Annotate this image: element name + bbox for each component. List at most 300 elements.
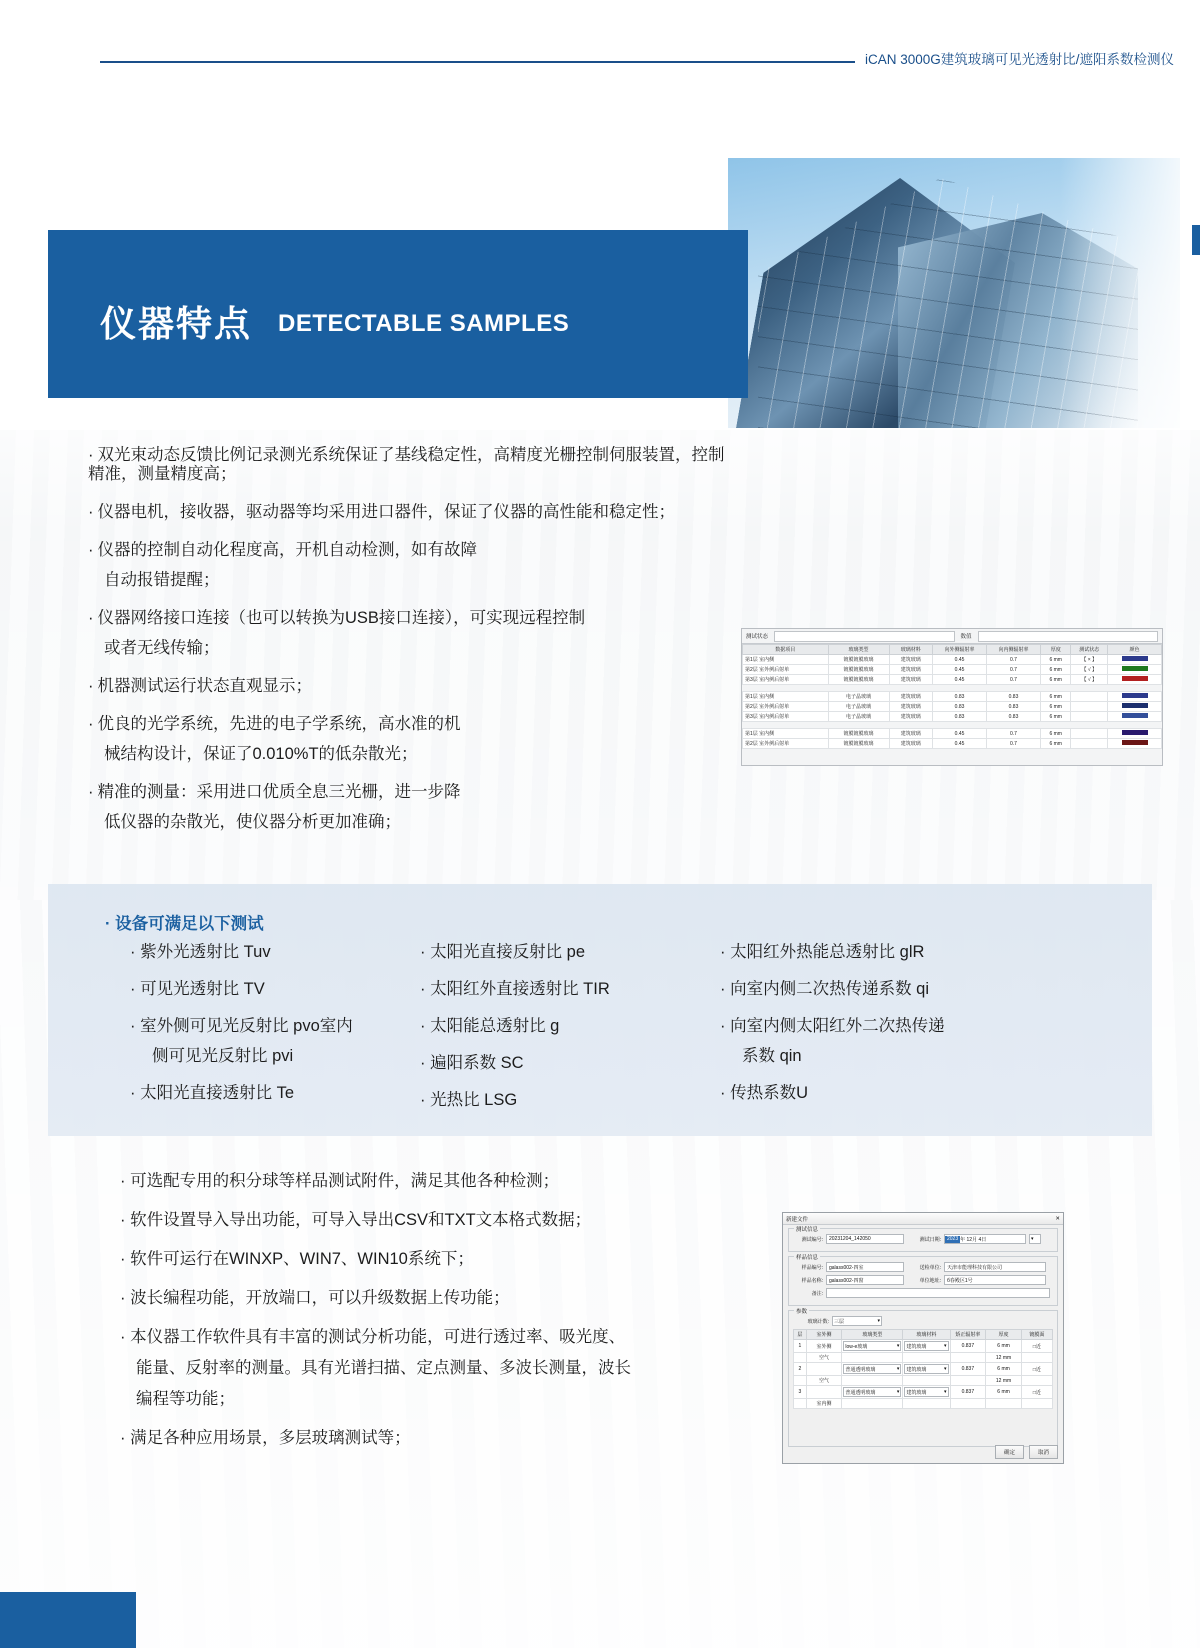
sample-no-row <box>793 1262 1053 1272</box>
table-row[interactable] <box>743 675 1162 685</box>
test-item-label: 紫外光透射比 Tuv <box>140 943 271 961</box>
color-swatch <box>1122 713 1148 718</box>
thickness-unit: mm <box>1001 1389 1010 1395</box>
new-file-dialog-screenshot <box>782 1212 1064 1464</box>
color-swatch <box>1122 703 1148 708</box>
material-select[interactable] <box>904 1364 948 1374</box>
cell-item: 第2层 室外例后射单 <box>743 702 829 712</box>
cell-status <box>1071 712 1108 722</box>
table-row[interactable] <box>743 665 1162 675</box>
col-header-position: 室外侧 <box>806 1330 842 1340</box>
cell-coating <box>1021 1399 1052 1409</box>
cell-type[interactable] <box>842 1386 903 1399</box>
result-field[interactable] <box>978 631 1158 642</box>
test-item: · 向室内侧太阳红外二次热传递 系数 qin <box>720 1016 1040 1066</box>
cell-position: 空气 <box>806 1376 842 1386</box>
test-item: · 太阳红外直接透射比 TIR <box>420 980 610 998</box>
cell-emis-out: 0.83 <box>933 702 987 712</box>
sample-no-label: 样品编号: <box>801 1264 823 1271</box>
cell-emis-out: 0.83 <box>933 712 987 722</box>
chevron-down-icon[interactable]: ▾ <box>896 1343 900 1349</box>
feature-text-cont: 自动报错提醒； <box>104 571 220 589</box>
cell-item: 第1层 室内侧 <box>743 729 829 739</box>
layer-count-select[interactable] <box>832 1316 882 1326</box>
tests-column-2 <box>420 942 720 1127</box>
close-icon[interactable]: ✕ <box>1055 1215 1060 1222</box>
page-header-title: iCAN 3000G建筑玻璃可见光透射比/遮阳系数检测仪 <box>855 48 1180 68</box>
col-header: 向内侧辐射率 <box>987 645 1041 655</box>
params-group <box>788 1310 1058 1447</box>
cell-thickness: 6 mm <box>1040 665 1070 675</box>
material-value: 建筑玻璃 <box>906 1389 927 1396</box>
cell-thickness[interactable] <box>986 1363 1022 1376</box>
software-feature-list <box>120 1172 780 1468</box>
chevron-down-icon[interactable]: ▾ <box>896 1389 900 1395</box>
col-header: 数据项目 <box>743 645 829 655</box>
cell-position <box>806 1363 842 1376</box>
test-date-label: 测试日期: <box>919 1236 941 1243</box>
test-item-label: 可见光透射比 TV <box>140 980 265 998</box>
cell-emis-in: 0.7 <box>987 739 1041 749</box>
cell-emis-out: 0.45 <box>933 729 987 739</box>
chevron-down-icon[interactable]: ▾ <box>944 1366 947 1372</box>
section-title-en: DETECTABLE SAMPLES <box>278 310 570 337</box>
cell-material: 建筑玻璃 <box>889 665 933 675</box>
cell-thickness[interactable] <box>986 1340 1022 1353</box>
params-legend: 参数 <box>796 1309 808 1315</box>
layer-row[interactable] <box>794 1363 1053 1376</box>
cell-status: 【 × 】 <box>1071 655 1108 665</box>
cell-material: 建筑玻璃 <box>889 675 933 685</box>
tests-columns <box>130 942 1140 1127</box>
thickness-unit: mm <box>1001 1366 1010 1372</box>
bullet-icon: · <box>88 541 94 559</box>
layers-table <box>793 1329 1053 1409</box>
cell-emis-in: 0.83 <box>987 712 1041 722</box>
cell-thickness[interactable] <box>986 1353 1022 1363</box>
dialog-buttons <box>995 1445 1058 1459</box>
bullet-icon: · <box>88 609 94 627</box>
test-no-input[interactable]: 20231204_142050 <box>826 1234 904 1244</box>
cell-thickness: 6 mm <box>1040 739 1070 749</box>
cell-type <box>842 1376 903 1386</box>
cell-emis-out: 0.45 <box>933 665 987 675</box>
cell-position <box>806 1386 842 1399</box>
table-row[interactable] <box>743 692 1162 702</box>
layer-row[interactable] <box>794 1353 1053 1363</box>
cell-type <box>842 1399 903 1409</box>
chevron-down-icon[interactable]: ▾ <box>877 1318 880 1324</box>
sample-info-group <box>788 1256 1058 1306</box>
material-value: 建筑玻璃 <box>906 1343 927 1350</box>
sample-no-input[interactable]: galass002-四室 <box>826 1262 904 1272</box>
cell-status: 【 √ 】 <box>1071 665 1108 675</box>
cell-type: 电子晶玻璃 <box>828 692 889 702</box>
cell-thickness: 6 mm <box>1040 712 1070 722</box>
feature-text-cont: 低仪器的杂散光，使仪器分析更加准确； <box>104 813 401 831</box>
software-feature-text: 软件设置导入导出功能，可导入导出CSV和TXT文本格式数据； <box>130 1211 592 1229</box>
cell-layer <box>794 1353 807 1363</box>
thickness-unit: mm <box>1001 1343 1010 1349</box>
feature-item <box>88 783 728 832</box>
cell-emissivity <box>950 1376 986 1386</box>
sample-info-legend: 样品信息 <box>796 1255 819 1261</box>
sample-name-row <box>793 1275 1053 1285</box>
cell-material <box>903 1376 950 1386</box>
table-row[interactable] <box>743 712 1162 722</box>
bullet-icon: · <box>88 503 94 521</box>
col-header: 向外侧辐射率 <box>933 645 987 655</box>
cell-type: 镀膜镀膜玻璃 <box>828 675 889 685</box>
feature-text: 仪器电机，接收器，驱动器等均采用进口器件，保证了仪器的高性能和稳定性； <box>97 503 675 521</box>
unit-addr-label: 单位地址: <box>919 1277 941 1284</box>
test-date-rest: 年 12月 4日 <box>960 1236 987 1243</box>
feature-text: 优良的光学系统，先进的电子学系统，高水准的机 <box>97 715 461 733</box>
feature-text-cont: 或者无线传输； <box>104 639 220 657</box>
layer-count-value: 三层 <box>834 1318 845 1325</box>
col-header: 颜色 <box>1108 645 1162 655</box>
type-value: low-e玻璃 <box>845 1343 868 1350</box>
right-accent-bar <box>1192 225 1200 255</box>
cell-material[interactable] <box>903 1363 950 1376</box>
cell-type <box>842 1353 903 1363</box>
cell-item: 第3层 室内例后射单 <box>743 712 829 722</box>
cell-status <box>1071 702 1108 712</box>
dialog-title: 新建文件 <box>786 1216 809 1223</box>
layer-row[interactable] <box>794 1386 1053 1399</box>
tests-column-1 <box>130 942 420 1127</box>
table-row[interactable] <box>743 702 1162 712</box>
feature-list <box>88 446 728 851</box>
type-select[interactable] <box>843 1364 901 1374</box>
cell-status: 【 √ 】 <box>1071 675 1108 685</box>
material-value: 建筑玻璃 <box>906 1366 927 1373</box>
cell-emis-in: 0.7 <box>987 655 1041 665</box>
cell-type: 镀膜镀膜玻璃 <box>828 729 889 739</box>
note-row <box>793 1288 1053 1298</box>
test-item: · 遍阳系数 SC <box>420 1054 524 1072</box>
software-feature-item: · 软件设置导入导出功能，可导入导出CSV和TXT文本格式数据； <box>120 1211 592 1229</box>
test-item-label: 太阳光直接透射比 Te <box>140 1084 295 1102</box>
color-swatch <box>1122 730 1148 735</box>
layer-count-row <box>793 1316 1053 1326</box>
test-item-label: 遍阳系数 SC <box>430 1054 524 1072</box>
cell-emis-in: 0.83 <box>987 692 1041 702</box>
cell-type[interactable] <box>842 1363 903 1376</box>
cell-type: 镀膜镀膜玻璃 <box>828 665 889 675</box>
color-swatch <box>1122 676 1148 681</box>
ok-button[interactable]: 确定 <box>995 1445 1024 1459</box>
col-header: 玻璃类型 <box>828 645 889 655</box>
bullet-icon: · <box>88 677 94 695</box>
cancel-button[interactable]: 取消 <box>1029 1445 1058 1459</box>
color-swatch <box>1122 693 1148 698</box>
cell-color <box>1108 692 1162 702</box>
software-feature-text: 可选配专用的积分球等样品测试附件，满足其他各种检测； <box>130 1172 560 1190</box>
test-item-label: 太阳红外直接透射比 TIR <box>430 980 610 998</box>
color-swatch <box>1122 656 1148 661</box>
cell-emissivity <box>950 1353 986 1363</box>
send-unit-input[interactable]: 天津市能理科技有限公司 <box>944 1262 1046 1272</box>
col-header-coating: 镀膜面 <box>1021 1330 1052 1340</box>
chevron-down-icon[interactable]: ▾ <box>896 1366 900 1372</box>
feature-item <box>88 677 728 696</box>
sample-name-input[interactable]: galass002-四窗 <box>826 1275 904 1285</box>
test-item-label: 太阳光直接反射比 pe <box>430 943 586 961</box>
feature-item <box>88 609 728 658</box>
cell-color <box>1108 675 1162 685</box>
calendar-dropdown-icon[interactable]: ▾ <box>1029 1234 1041 1244</box>
software-feature-text: 满足各种应用场景，多层玻璃测试等； <box>130 1429 411 1447</box>
feature-item <box>88 503 728 522</box>
cell-emis-in: 0.7 <box>987 729 1041 739</box>
software-feature-item: · 软件可运行在WINXP、WIN7、WIN10系统下； <box>120 1250 474 1268</box>
cell-coating <box>1021 1353 1052 1363</box>
cell-material[interactable] <box>903 1340 950 1353</box>
test-item: · 室外侧可见光反射比 pvo室内 侧可见光反射比 pvi <box>130 1016 420 1066</box>
thickness-unit: mm <box>1002 1354 1012 1361</box>
cell-emis-in: 0.7 <box>987 665 1041 675</box>
test-item-label: 太阳红外热能总透射比 glR <box>730 943 925 961</box>
cell-thickness[interactable] <box>986 1376 1022 1386</box>
software-feature-item: · 本仪器工作软件具有丰富的测试分析功能，可进行透过率、吸光度、 能量、反射率的测量。具有光谱扫描、定点测量、多波长测量，波长 编程等功能； <box>120 1328 780 1409</box>
building-glass-photo <box>728 158 1180 428</box>
send-unit-label: 送检单位: <box>919 1264 941 1271</box>
layer-row[interactable] <box>794 1340 1053 1353</box>
software-feature-item: · 可选配专用的积分球等样品测试附件，满足其他各种检测； <box>120 1172 560 1190</box>
cell-thickness: 6 mm <box>1040 692 1070 702</box>
test-item-label: 光热比 LSG <box>430 1091 518 1109</box>
cell-layer <box>794 1399 807 1409</box>
cell-emissivity[interactable]: 0.837 <box>950 1363 986 1376</box>
test-item-label-cont: 系数 qin <box>742 1047 802 1065</box>
table-separator <box>743 722 1162 729</box>
col-header-material: 玻璃材料 <box>903 1330 950 1340</box>
col-header: 玻璃材料 <box>889 645 933 655</box>
test-item-label: 室外侧可见光反射比 pvo室内 <box>140 1017 353 1035</box>
test-item: · 太阳能总透射比 g <box>420 1017 560 1035</box>
test-no-label: 测试编号: <box>801 1236 823 1243</box>
software-feature-text: 波长编程功能，开放端口，可以升级数据上传功能； <box>130 1289 510 1307</box>
tests-column-3 <box>720 942 1040 1127</box>
color-swatch <box>1122 740 1148 745</box>
test-info-row <box>793 1234 1053 1244</box>
col-header-emissivity: 矫正辐射率 <box>950 1330 986 1340</box>
bullet-icon: · <box>88 446 94 464</box>
cell-emis-in: 0.7 <box>987 675 1041 685</box>
table-row[interactable] <box>743 655 1162 665</box>
thickness-value: 6 <box>997 1366 1001 1372</box>
chevron-down-icon[interactable]: ▾ <box>944 1389 947 1395</box>
cell-item: 第1层 室内侧 <box>743 655 829 665</box>
cell-type: 镀膜镀膜玻璃 <box>828 739 889 749</box>
software-feature-text-cont2: 编程等功能； <box>136 1390 235 1408</box>
layers-header-row <box>794 1330 1053 1340</box>
tests-panel-title: · 设备可满足以下测试 <box>105 915 264 933</box>
cell-material: 建筑玻璃 <box>889 692 933 702</box>
test-item-label: 向室内侧二次热传递系数 qi <box>730 980 930 998</box>
cell-coating[interactable]: □近 <box>1021 1386 1052 1399</box>
material-select[interactable] <box>904 1341 948 1351</box>
col-header: 厚度 <box>1040 645 1070 655</box>
photo-fade-overlay <box>1060 158 1180 428</box>
cell-coating <box>1021 1376 1052 1386</box>
test-item: · 传热系数U <box>720 1084 809 1102</box>
cell-emis-out: 0.45 <box>933 655 987 665</box>
feature-item <box>88 446 728 484</box>
cell-color <box>1108 729 1162 739</box>
note-input[interactable] <box>826 1288 1050 1298</box>
screenshot-toolbar <box>742 629 1162 644</box>
cell-material: 建筑玻璃 <box>889 702 933 712</box>
cell-layer <box>794 1376 807 1386</box>
col-header-layer: 层 <box>794 1330 807 1340</box>
test-item: · 可见光透射比 TV <box>130 980 265 998</box>
cell-emissivity[interactable]: 0.837 <box>950 1340 986 1353</box>
test-item: · 太阳光直接反射比 pe <box>420 943 586 961</box>
bullet-icon: · <box>88 783 94 801</box>
test-status-label: 测试状态 <box>746 634 769 640</box>
test-item-label: 传热系数U <box>730 1084 809 1102</box>
software-feature-item: · 满足各种应用场景，多层玻璃测试等； <box>120 1429 411 1447</box>
test-item: · 光热比 LSG <box>420 1091 518 1109</box>
cell-status <box>1071 729 1108 739</box>
cell-thickness <box>986 1399 1022 1409</box>
cell-status <box>1071 739 1108 749</box>
cell-emissivity[interactable]: 0.837 <box>950 1386 986 1399</box>
cell-type: 电子晶玻璃 <box>828 712 889 722</box>
cell-material: 建筑玻璃 <box>889 712 933 722</box>
cell-emis-out: 0.45 <box>933 675 987 685</box>
thickness-value: 12 <box>995 1354 1002 1361</box>
cell-material <box>903 1399 950 1409</box>
thickness-value: 6 <box>997 1343 1001 1349</box>
feature-text: 精准的测量：采用进口优质全息三光栅，进一步降 <box>97 783 461 801</box>
feature-item <box>88 541 728 590</box>
test-date-input[interactable] <box>944 1234 1026 1244</box>
cell-thickness: 6 mm <box>1040 675 1070 685</box>
thickness-unit: mm <box>1002 1377 1012 1384</box>
cell-item: 第2层 室外例后射单 <box>743 665 829 675</box>
dialog-titlebar <box>783 1213 1063 1225</box>
test-item-label: 太阳能总透射比 g <box>430 1017 560 1035</box>
cell-material: 建筑玻璃 <box>889 729 933 739</box>
cell-emissivity <box>950 1399 986 1409</box>
type-select[interactable] <box>843 1341 901 1351</box>
cell-thickness: 6 mm <box>1040 729 1070 739</box>
note-label: 备注: <box>811 1290 823 1297</box>
test-item: · 太阳红外热能总透射比 glR <box>720 943 925 961</box>
software-feature-text-cont: 能量、反射率的测量。具有光谱扫描、定点测量、多波长测量，波长 <box>136 1359 631 1377</box>
test-item-label: 向室内侧太阳红外二次热传递 <box>730 1017 945 1035</box>
cell-color <box>1108 702 1162 712</box>
cell-color <box>1108 712 1162 722</box>
unit-addr-input[interactable]: б春殿区1号 <box>944 1275 1046 1285</box>
cell-material <box>903 1353 950 1363</box>
test-item: · 太阳光直接透射比 Te <box>130 1084 295 1102</box>
material-select[interactable] <box>904 1387 948 1397</box>
cell-color <box>1108 665 1162 675</box>
test-item-label-cont: 侧可见光反射比 pvi <box>152 1047 294 1065</box>
col-header-type: 玻璃类型 <box>842 1330 903 1340</box>
cell-layer: 1 <box>794 1340 807 1353</box>
cell-material[interactable] <box>903 1386 950 1399</box>
cell-position: 室内侧 <box>806 1399 842 1409</box>
cell-coating[interactable]: □近 <box>1021 1340 1052 1353</box>
dialog-body <box>783 1225 1063 1454</box>
test-status-field[interactable] <box>774 631 954 642</box>
result-label: 数值 <box>960 634 972 640</box>
software-feature-text: 本仪器工作软件具有丰富的测试分析功能，可进行透过率、吸光度、 <box>130 1328 626 1346</box>
tests-panel-title-text: 设备可满足以下测试 <box>115 915 264 933</box>
test-date-year[interactable]: 2023 <box>947 1236 959 1242</box>
feature-text: 双光束动态反馈比例记录测光系统保证了基线稳定性，高精度光栅控制伺服装置，控制精准，测量精度高； <box>88 446 725 483</box>
cell-layer: 3 <box>794 1386 807 1399</box>
table-row[interactable] <box>743 739 1162 749</box>
table-header-row <box>743 645 1162 655</box>
chevron-down-icon[interactable]: ▾ <box>944 1343 947 1349</box>
sample-name-label: 样品名称: <box>801 1277 823 1284</box>
software-feature-text: 软件可运行在WINXP、WIN7、WIN10系统下； <box>130 1250 474 1268</box>
bottom-accent-bar <box>0 1592 136 1648</box>
cell-status <box>1071 692 1108 702</box>
test-info-group <box>788 1228 1058 1252</box>
layer-row[interactable] <box>794 1376 1053 1386</box>
feature-text: 仪器网络接口连接（也可以转换为USB接口连接），可实现远程控制 <box>97 609 586 627</box>
type-value: 普通透明玻璃 <box>845 1366 876 1373</box>
cell-item: 第2层 室外例后射单 <box>743 739 829 749</box>
type-select[interactable] <box>843 1387 901 1397</box>
cell-position: 室外侧 <box>806 1340 842 1353</box>
cell-type[interactable] <box>842 1340 903 1353</box>
cell-thickness: 6 mm <box>1040 702 1070 712</box>
results-table <box>742 644 1162 749</box>
cell-coating[interactable]: □近 <box>1021 1363 1052 1376</box>
software-results-screenshot <box>741 628 1163 766</box>
cell-layer: 2 <box>794 1363 807 1376</box>
cell-emis-in: 0.83 <box>987 702 1041 712</box>
cell-item: 第3层 室内例后射单 <box>743 675 829 685</box>
feature-text: 机器测试运行状态直观显示； <box>97 677 312 695</box>
test-item: · 紫外光透射比 Tuv <box>130 943 271 961</box>
cell-color <box>1108 655 1162 665</box>
cell-thickness[interactable] <box>986 1386 1022 1399</box>
layer-row[interactable] <box>794 1399 1053 1409</box>
test-info-legend: 测试信息 <box>796 1227 819 1233</box>
bullet-icon: · <box>88 715 94 733</box>
thickness-value: 12 <box>995 1377 1002 1384</box>
type-value: 普通透明玻璃 <box>845 1389 876 1396</box>
cell-type: 镀膜镀膜玻璃 <box>828 655 889 665</box>
feature-item <box>88 715 728 764</box>
cell-type: 电子晶玻璃 <box>828 702 889 712</box>
test-item: · 向室内侧二次热传递系数 qi <box>720 980 930 998</box>
cell-item: 第1层 室内侧 <box>743 692 829 702</box>
table-separator <box>743 685 1162 692</box>
table-row[interactable] <box>743 729 1162 739</box>
section-title-cn: 仪器特点 <box>100 303 253 344</box>
cell-thickness: 6 mm <box>1040 655 1070 665</box>
color-swatch <box>1122 666 1148 671</box>
layer-count-label: 玻璃计数: <box>807 1318 829 1325</box>
cell-position: 空气 <box>806 1353 842 1363</box>
software-feature-item: · 波长编程功能，开放端口，可以升级数据上传功能； <box>120 1289 510 1307</box>
cell-color <box>1108 739 1162 749</box>
cell-emis-out: 0.83 <box>933 692 987 702</box>
cell-material: 建筑玻璃 <box>889 655 933 665</box>
col-header: 测试状态 <box>1071 645 1108 655</box>
feature-text-cont: 械结构设计，保证了0.010%T的低杂散光； <box>104 745 418 763</box>
